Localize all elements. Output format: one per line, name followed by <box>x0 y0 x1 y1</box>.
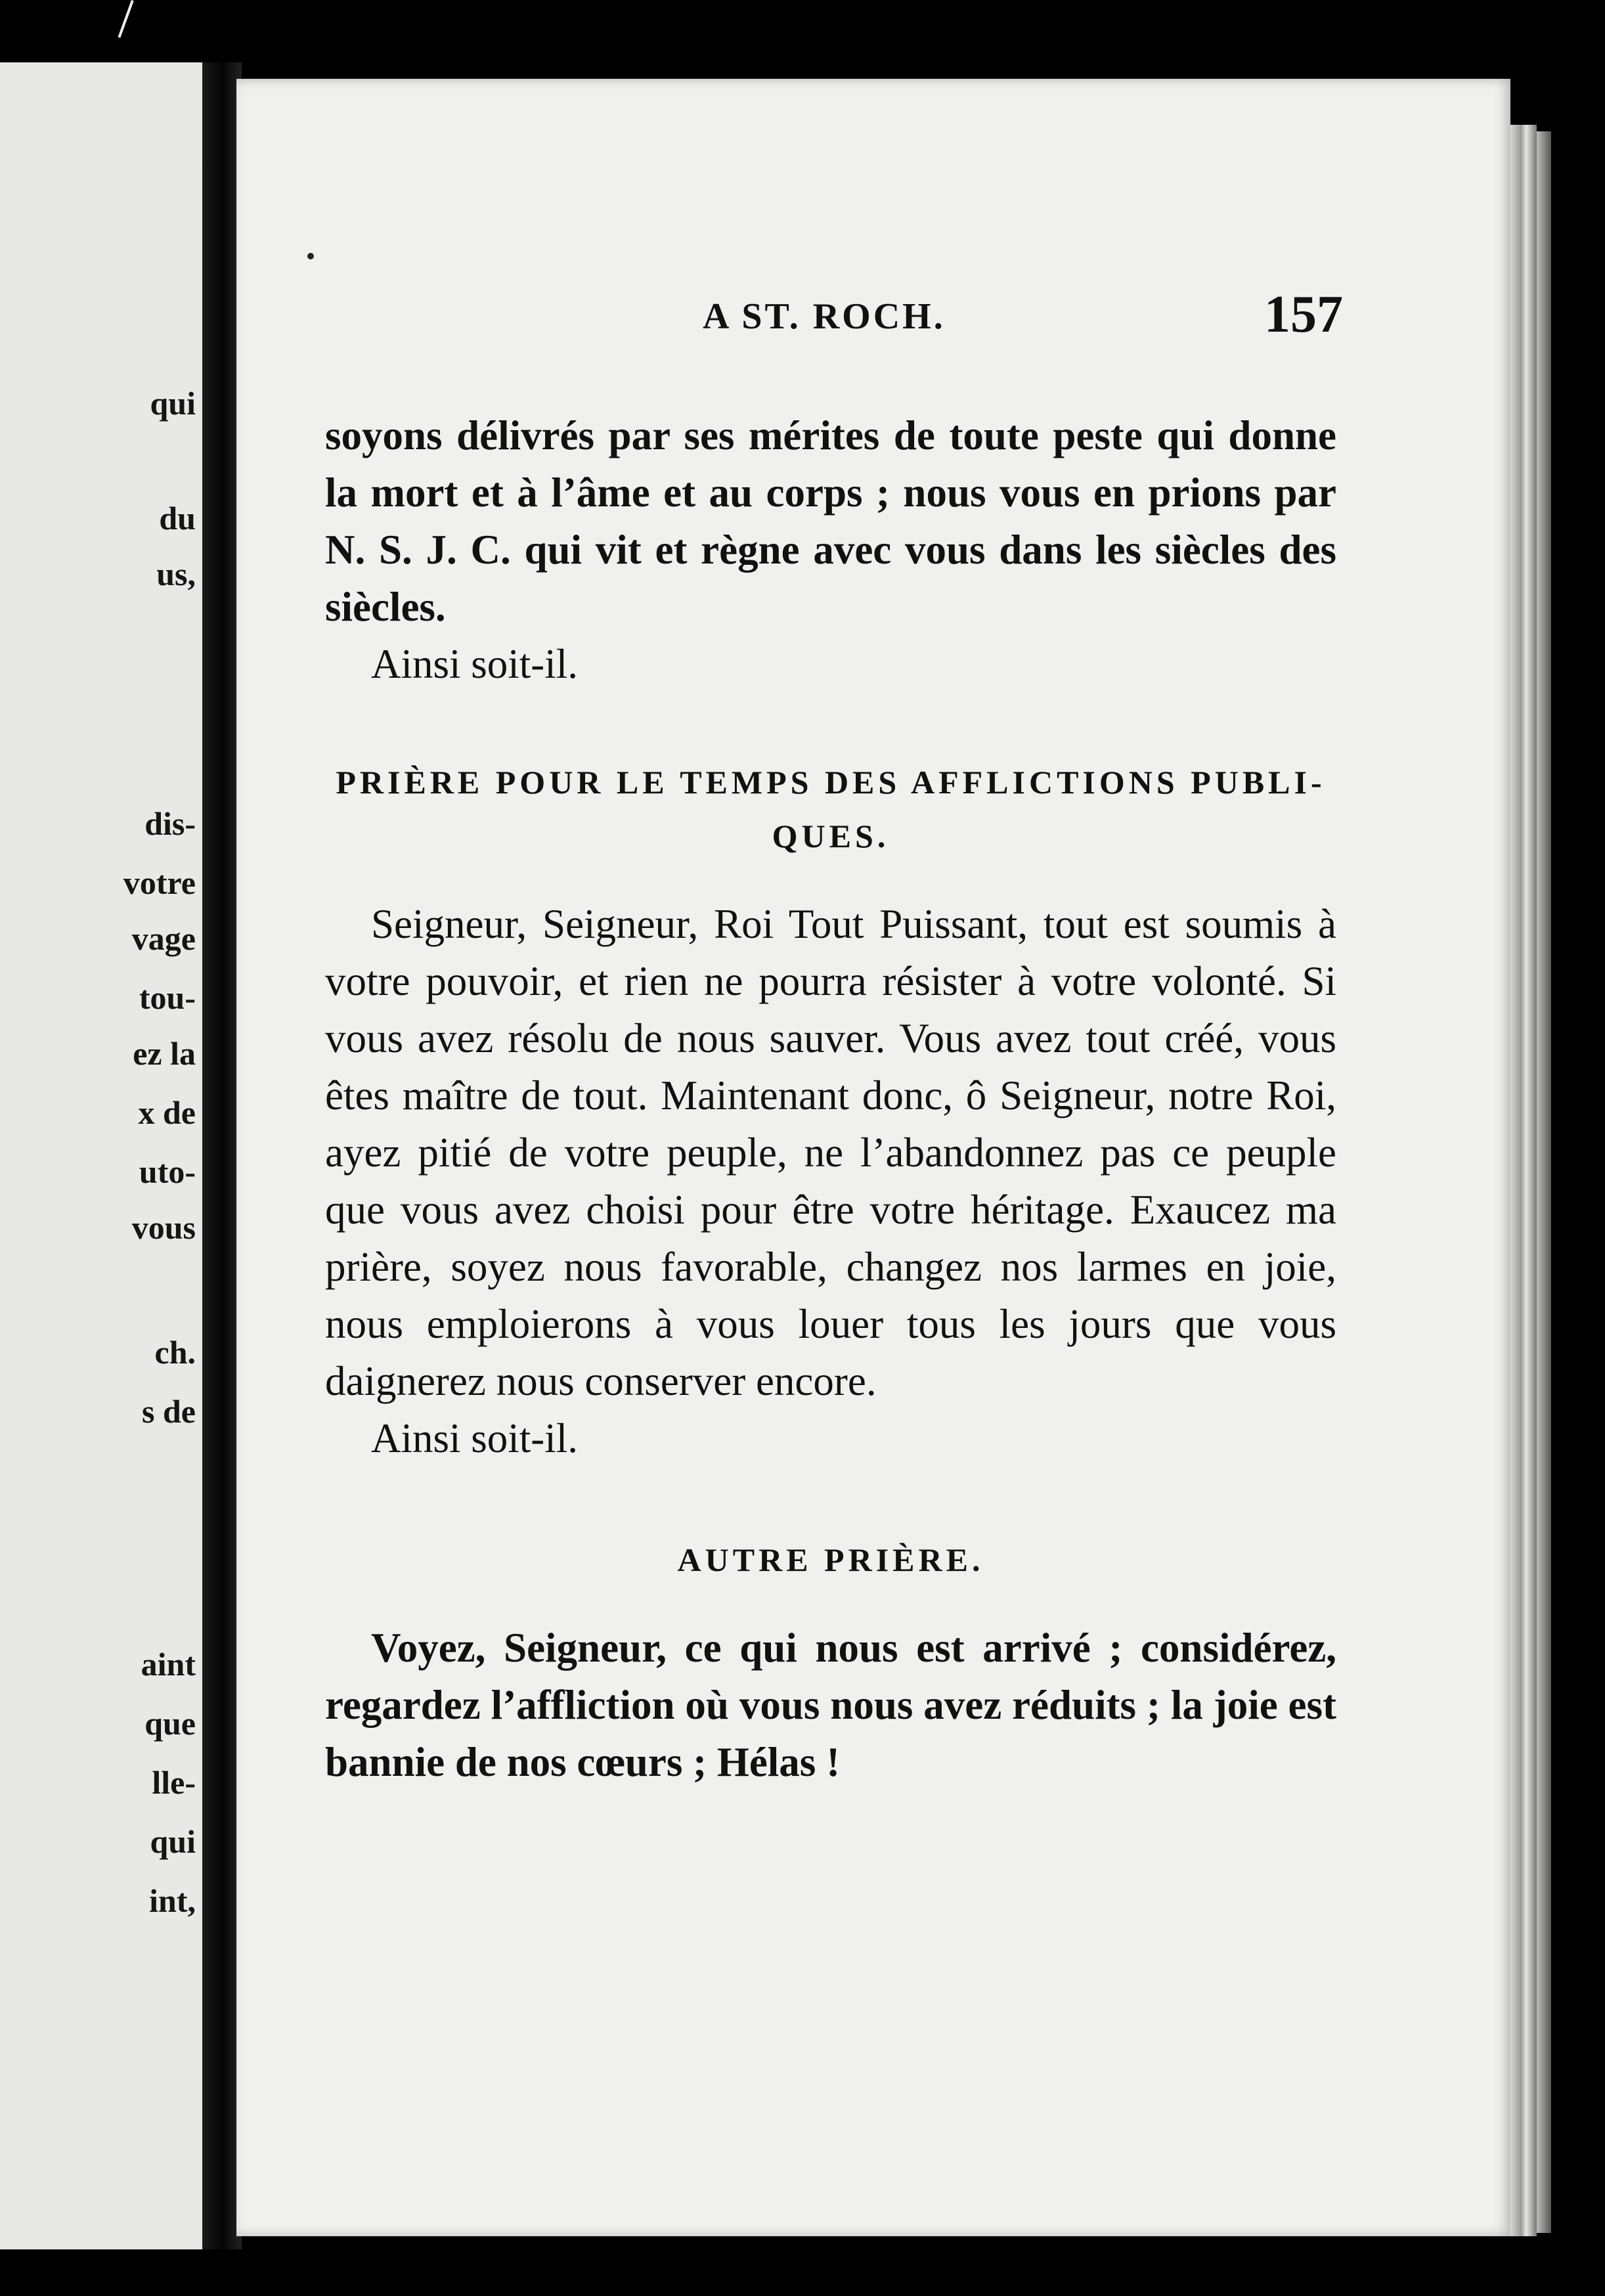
running-head: A ST. ROCH. <box>703 296 946 337</box>
paragraph-continuation: soyons délivrés par ses mérites de toute peste qui donne la mort et à l’âme et au corps ; nous vous en prions par N. S. J. C. qui vit et règne avec vous dans les siècles des siècles. <box>325 412 1336 630</box>
left-line-fragment: ez la <box>133 1035 196 1072</box>
previous-page-fragment <box>0 62 202 2249</box>
page-edges <box>1510 125 1537 2236</box>
page-edges-shadow <box>1537 131 1551 2233</box>
page-text <box>325 407 1336 1791</box>
left-line-fragment: x de <box>138 1094 196 1131</box>
left-line-fragment: vage <box>131 920 196 957</box>
left-line-fragment: ch. <box>154 1334 196 1371</box>
scan-scratch <box>118 0 133 38</box>
left-line-fragment: que <box>144 1705 196 1742</box>
left-line-fragment: qui <box>150 385 196 422</box>
left-line-fragment: du <box>159 500 196 537</box>
left-line-fragment: qui <box>150 1823 196 1860</box>
page-number: 157 <box>1264 286 1343 343</box>
left-line-fragment: int, <box>149 1882 196 1919</box>
left-line-fragment: s de <box>142 1393 196 1430</box>
left-line-fragment: uto- <box>139 1153 196 1190</box>
left-line-fragment: us, <box>156 556 196 592</box>
left-line-fragment: votre <box>123 864 196 901</box>
page-header <box>328 286 1343 348</box>
section-title-public-afflictions: PRIÈRE POUR LE TEMPS DES AFFLICTIONS PUBLI-QUES. <box>336 764 1326 854</box>
section-title-other-prayer: AUTRE PRIÈRE. <box>677 1541 984 1578</box>
left-line-fragment: tou- <box>139 979 196 1016</box>
ink-speck <box>307 253 314 259</box>
left-line-fragment: dis- <box>144 805 196 842</box>
left-line-fragment: vous <box>131 1209 196 1246</box>
prayer-paragraph: Voyez, Seigneur, ce qui nous est arrivé ; considérez, regardez l’affliction où vous nous avez réduits ; la joie est bannie de nos cœurs ; Hélas ! <box>325 1625 1336 1785</box>
amen-line: Ainsi soit-il. <box>371 641 579 687</box>
left-line-fragment: lle- <box>152 1764 196 1801</box>
amen-line: Ainsi soit-il. <box>371 1415 579 1461</box>
book-gutter <box>202 62 242 2249</box>
prayer-paragraph: Seigneur, Seigneur, Roi Tout Puissant, tout est soumis à votre pouvoir, et rien ne pourra résister à votre volonté. Si vous avez résolu de nous sauver. Vous avez tout créé, vous êtes maître de tout. Maintenant donc, ô Seigneur, notre Roi, ayez pitié de votre peuple, ne l’abandonnez pas ce peuple que vous avez choisi pour être votre héritage. Exaucez ma prière, soyez nous favorable, changez nos larmes en joie, nous emploierons à vous louer tous les jours que vous daignerez nous conserver encore. <box>325 901 1336 1404</box>
left-line-fragment: aint <box>141 1646 196 1683</box>
